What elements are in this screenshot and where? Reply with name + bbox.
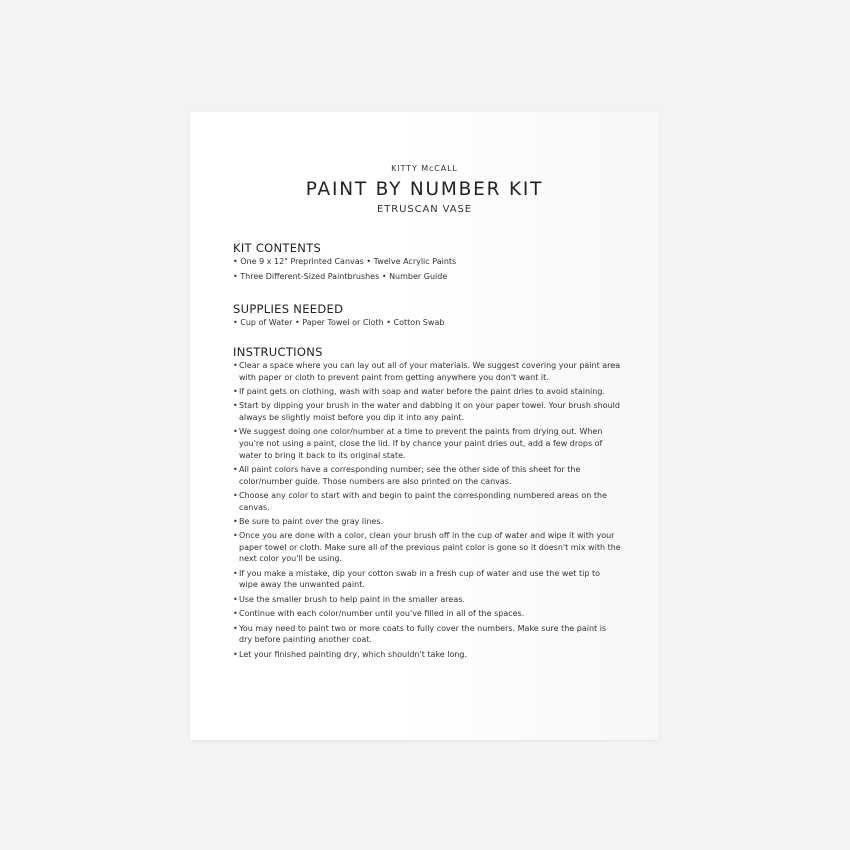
instruction-step-text: Start by dipping your brush in the water and dabbing it on your paper towel. Your brush should always be slightly moist before you dip it into any paint.: [239, 401, 620, 422]
bullet-icon: •: [233, 531, 238, 541]
instructions-list: [233, 360, 623, 660]
instructions-heading: INSTRUCTIONS: [233, 345, 323, 359]
supplies-needed-section: [233, 301, 623, 328]
bullet-icon: •: [233, 427, 238, 437]
instruction-step: [233, 400, 621, 423]
bullet-icon: •: [233, 609, 238, 619]
sheet-content: [233, 240, 623, 663]
bullet-icon: •: [233, 361, 238, 370]
instruction-step-text: If paint gets on clothing, wash with soap and water before the paint dries to avoid staining.: [239, 386, 605, 396]
author-name: KITTY McCALL: [391, 164, 458, 173]
instruction-step-text: Be sure to paint over the gray lines.: [239, 516, 384, 526]
bullet-icon: •: [233, 386, 238, 396]
instruction-step: [233, 568, 621, 591]
bullet-icon: •: [233, 568, 238, 578]
instruction-step: [233, 464, 621, 487]
instruction-step-text: We suggest doing one color/number at a time to prevent the paints from drying out. When you're not using a paint, close the lid. If by chance your paint dries out, add a few drops of water to bring it back to its original state.: [239, 427, 603, 460]
instruction-step-text: Let your finished painting dry, which shouldn't take long.: [239, 649, 468, 659]
instruction-step: [233, 386, 621, 398]
instruction-step: [233, 360, 621, 383]
bullet-icon: •: [233, 623, 238, 633]
instruction-step: [233, 426, 621, 461]
bullet-icon: •: [233, 464, 238, 474]
instruction-step: [233, 530, 621, 565]
instruction-step-text: If you make a mistake, dip your cotton swab in a fresh cup of water and use the wet tip to wipe away the unwanted paint.: [239, 568, 600, 590]
instruction-step: [233, 516, 621, 528]
instruction-step: [233, 490, 621, 513]
kit-contents-line: • Three Different-Sized Paintbrushes • Number Guide: [233, 272, 448, 281]
instruction-step-text: Choose any color to start with and begin to paint the corresponding numbered areas on the canvas.: [239, 490, 607, 512]
kit-contents-line: • One 9 x 12" Preprinted Canvas • Twelve Acrylic Paints: [233, 257, 457, 266]
sheet-header: [190, 164, 659, 216]
instruction-step-text: Once you are done with a color, clean your brush off in the cup of water and wipe it with your paper towel or cloth. Make sure all of the previous paint color is gone so it doesn't mix with the next color you'll be using.: [239, 531, 621, 564]
instruction-sheet: [190, 112, 659, 740]
bullet-icon: •: [233, 516, 238, 526]
supplies-needed-line: • Cup of Water • Paper Towel or Cloth • Cotton Swab: [233, 318, 445, 327]
instruction-step-text: Use the smaller brush to help paint in the smaller areas.: [239, 594, 465, 604]
instruction-step-text: All paint colors have a corresponding number; see the other side of this sheet for the color/number guide. Those numbers are also printed on the canvas.: [239, 464, 581, 486]
bullet-icon: •: [233, 649, 238, 659]
bullet-icon: •: [233, 401, 238, 411]
supplies-needed-heading: SUPPLIES NEEDED: [233, 302, 344, 316]
kit-contents-heading: KIT CONTENTS: [233, 241, 322, 255]
instruction-step-text: You may need to paint two or more coats to fully cover the numbers. Make sure the paint is dry before painting another coat.: [239, 623, 607, 645]
instruction-step-text: Continue with each color/number until you've filled in all of the spaces.: [239, 609, 525, 619]
instructions-section: [233, 344, 623, 660]
instruction-step: [233, 649, 621, 661]
bullet-icon: •: [233, 594, 238, 604]
instruction-step: [233, 608, 621, 620]
instruction-step: [233, 623, 621, 646]
page-subtitle: ETRUSCAN VASE: [377, 204, 472, 215]
instruction-step-text: Clear a space where you can lay out all of your materials. We suggest covering your paint area with paper or cloth to prevent paint from getting anywhere you don't want it.: [239, 361, 621, 382]
bullet-icon: •: [233, 490, 238, 500]
instruction-step: [233, 594, 621, 606]
page-title: PAINT BY NUMBER KIT: [305, 179, 544, 200]
kit-contents-section: [233, 240, 623, 286]
